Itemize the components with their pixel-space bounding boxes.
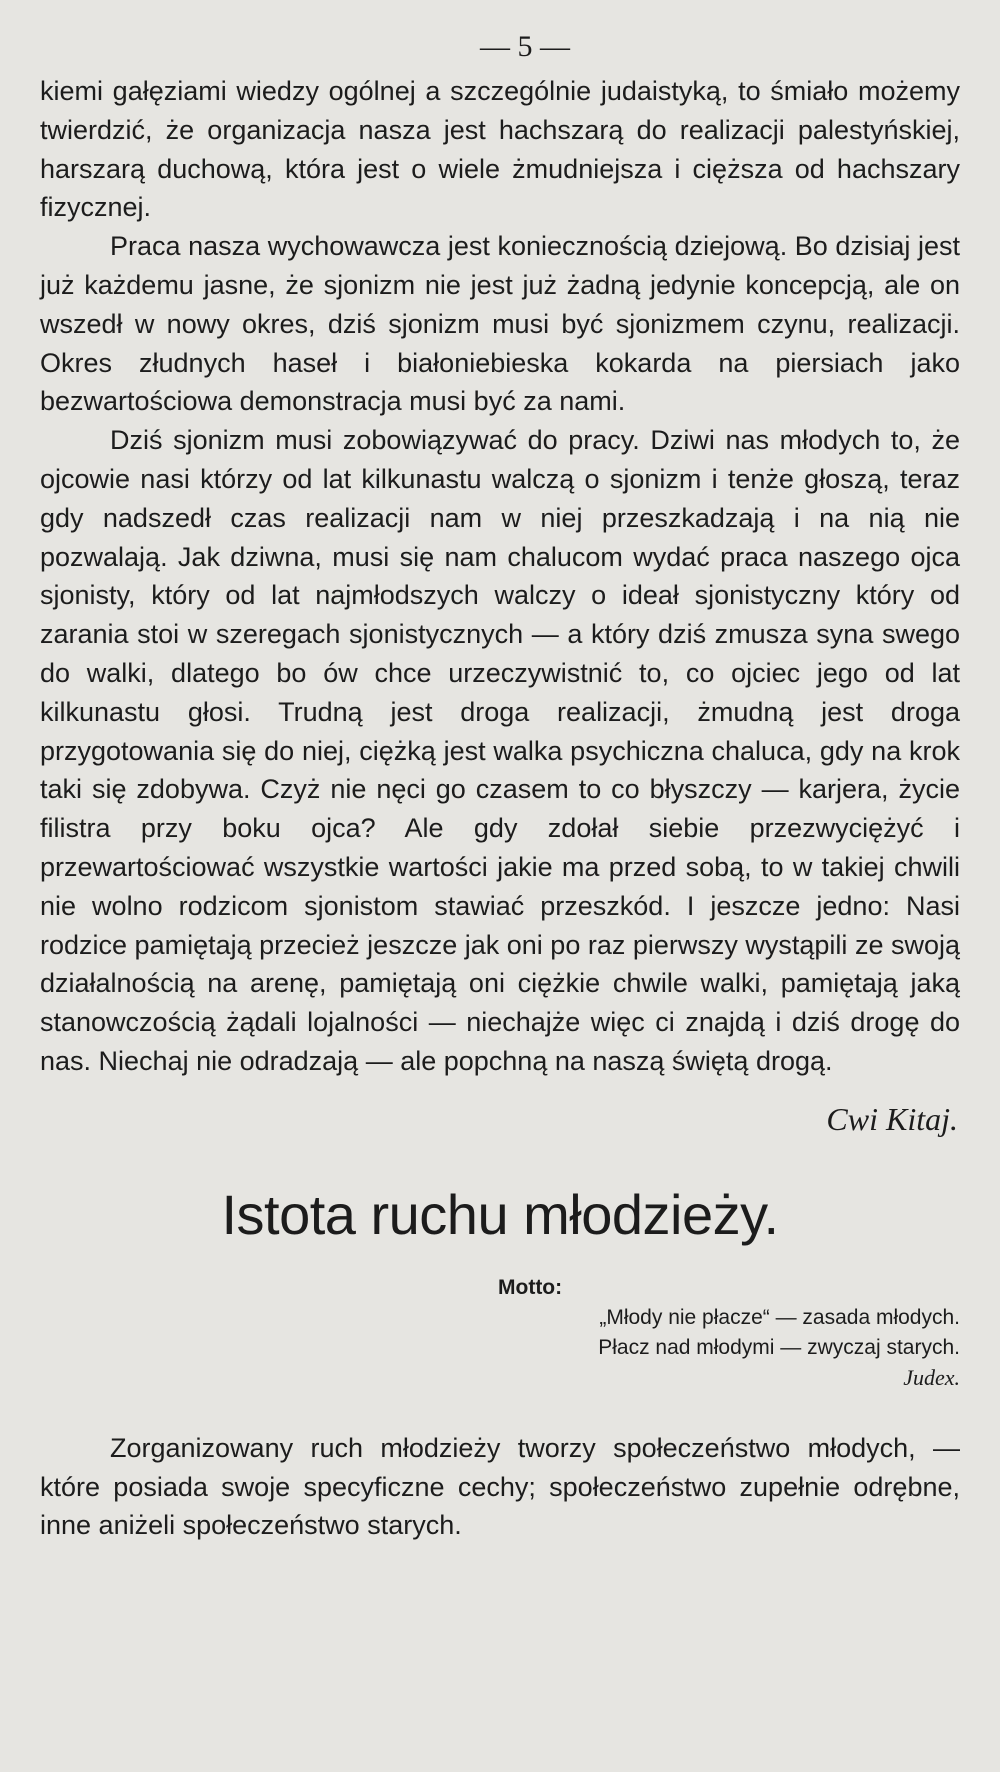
paragraph-opening: Zorganizowany ruch młodzieży tworzy społeczeństwo młodych, — które posiada swoje specyficzne cechy; społeczeństwo zupełnie odrębne, inne aniżeli społeczeństwo starych. bbox=[40, 1432, 960, 1541]
article-author: Cwi Kitaj. bbox=[826, 1100, 958, 1137]
section-title: Istota ruchu młodzieży. bbox=[221, 1182, 779, 1246]
article-new bbox=[40, 1182, 960, 1545]
motto-label: Motto: bbox=[498, 1275, 563, 1299]
motto-block bbox=[498, 1273, 960, 1393]
page-number: — 5 — bbox=[480, 30, 570, 63]
motto-line: „Młody nie płacze“ — zasada młodych. bbox=[599, 1305, 960, 1329]
paragraph-zionism-work: Dziś sjonizm musi zobowiązywać do pracy. Dziwi nas młodych to, że ojcowie nasi którzy od lat kilkunastu walczą o sjonizm i tenże głoszą, teraz gdy nadszedł czas realizacji nam w niej przeszkadzają i na nią nie pozwalają. Jak dziwna, musi się nam chalucom wydać praca naszego ojca sjonisty, który od lat najmłodszych walczy o ideał sjonistyczny który od zarania stoi w szeregach sjonistycznych — a który dziś zmusza syna swego do walki, dlatego bo ów chce urzeczywistnić to, co ojciec jego od lat kilkunastu głosi. Trudną jest droga realizacji, żmudną jest droga przygotowania się do niej, ciężką jest walka psychiczna chaluca, gdy na krok taki się zdobywa. Czyż nie nęci go czasem to co błyszczy — karjera, życie filistra przy boku ojca? Ale gdy zdołał siebie przezwyciężyć i przewartościować wszystkie wartości jakie ma przed sobą, to w takiej chwili nie wolno rodzicom sjonistom stawiać przeszkód. I jeszcze jedno: Nasi rodzice pamiętają przecież jeszcze jak oni po raz pierwszy wystąpili ze swoją działalnością na arenę, pamiętają oni ciężkie chwile walki, pamiętają jaką stanowczością żądali lojalności — niechajże więc ci znajdą i dziś drogę do nas. Niechaj nie odradzają — ale popchną na naszą świętą drogą. bbox=[40, 425, 960, 1076]
motto-source: Judex. bbox=[903, 1364, 960, 1390]
paragraph-continuation: kiemi gałęziami wiedzy ogólnej a szczególnie judaistyką, to śmiało możemy twierdzić, że organizacja nasza jest hachszarą do realizacji palestyńskiej, harszarą duchową, która jest o wiele żmudniejsza i cięższa od hachszary fizycznej. bbox=[40, 76, 960, 223]
paragraph-educational-work: Praca nasza wychowawcza jest koniecznością dziejową. Bo dzisiaj jest już każdemu jasne, że sjonizm nie jest już żadną jedynie koncepcją, ale on wszedł w nowy okres, dziś sjonizm musi być sjonizmem czynu, realizacji. Okres złudnych haseł i białoniebieska kokarda na piersiach jako bezwartościowa demonstracja musi być za nami. bbox=[40, 231, 960, 417]
motto-line: Płacz nad młodymi — zwyczaj starych. bbox=[598, 1335, 960, 1359]
article-continuation bbox=[40, 72, 960, 1138]
